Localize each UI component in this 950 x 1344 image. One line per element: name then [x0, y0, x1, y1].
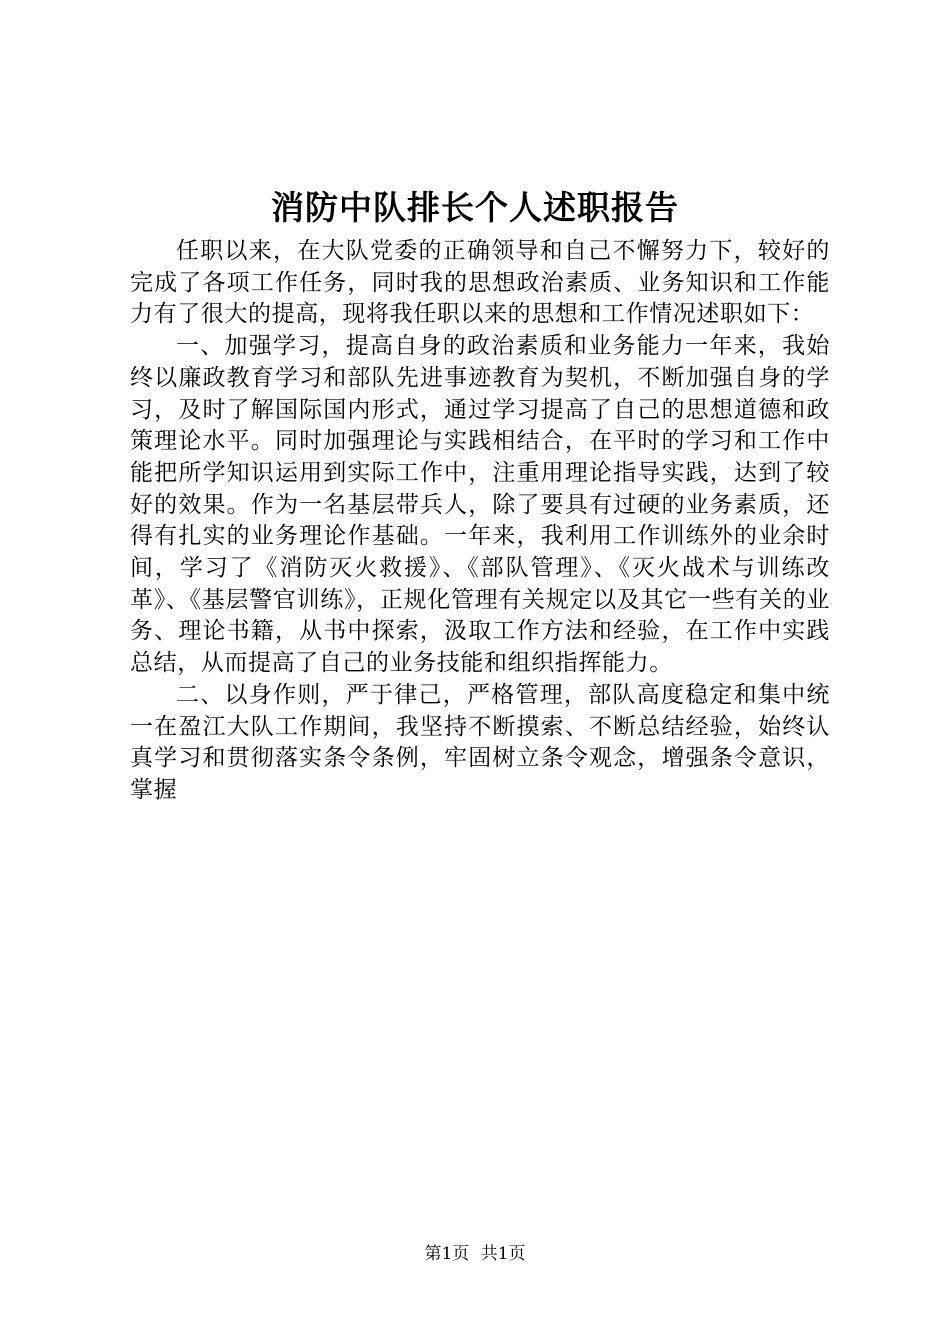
paragraph-section-2: 二、以身作则，严于律己，严格管理，部队高度稳定和集中统一在盈江大队工作期间，我坚持不断摸索、不断总结经验，始终认真学习和贯彻落实条令条例，牢固树立条令观念，增强条令意识，掌握 [130, 681, 830, 803]
paragraph-section-1: 一、加强学习，提高自身的政治素质和业务能力一年来，我始终以廉政教育学习和部队先进事迹教育为契机，不断加强自身的学习，及时了解国际国内形式，通过学习提高了自己的思想道德和政策理论水平。同时加强理论与实践相结合，在平时的学习和工作中能把所学知识运用到实际工作中，注重用理论指导实践，达到了较好的效果。作为一名基层带兵人，除了要具有过硬的业务素质，还得有扎实的业务理论作基础。一年来，我利用工作训练外的业余时间，学习了《消防灭火救援》、《部队管理》、《灭火战术与训练改革》、《基层警官训练》，正规化管理有关规定以及其它一些有关的业务、理论书籍，从书中探索，汲取工作方法和经验，在工作中实践总结，从而提高了自己的业务技能和组织指挥能力。 [130, 333, 830, 677]
document-title: 消防中队排长个人述职报告 [271, 188, 679, 227]
page-footer [0, 1242, 950, 1266]
page-number-total: 共1页 [480, 1244, 526, 1264]
document-body [130, 236, 830, 807]
paragraph-intro: 任职以来，在大队党委的正确领导和自己不懈努力下，较好的完成了各项工作任务，同时我的思想政治素质、业务知识和工作能力有了很大的提高，现将我任职以来的思想和工作情况述职如下： [130, 238, 830, 328]
page-number-current: 第1页 [424, 1244, 470, 1264]
